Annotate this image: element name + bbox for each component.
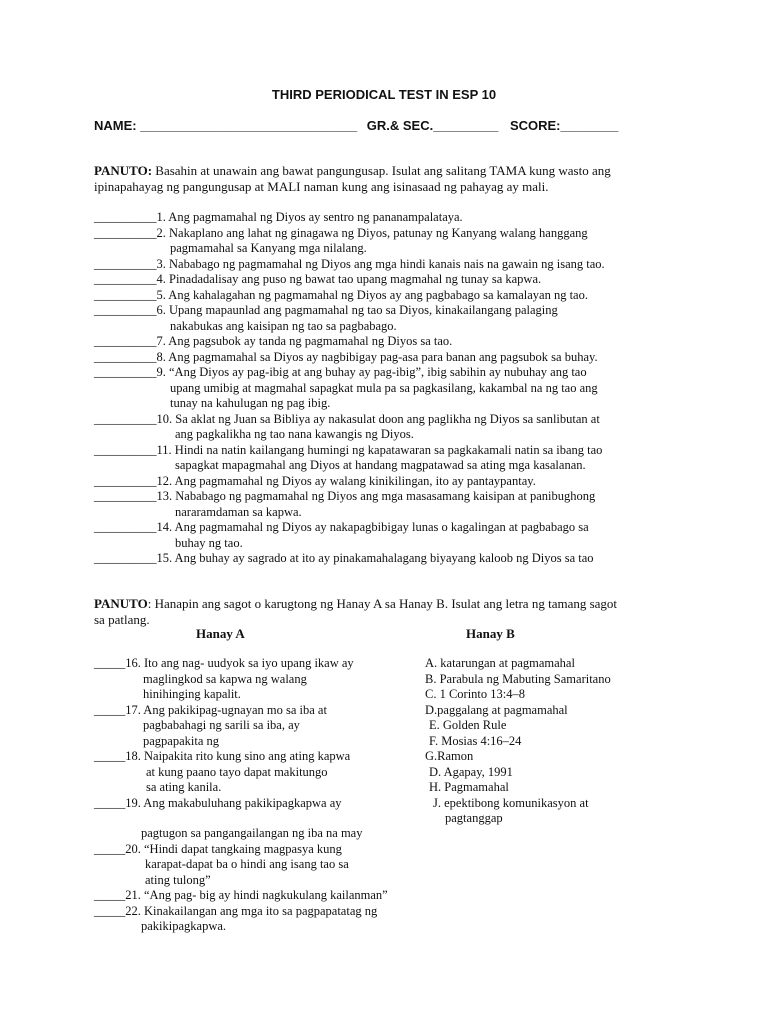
column-b-option: H. Pagmamahal <box>429 780 509 794</box>
header-row <box>94 118 618 133</box>
column-a-continuation: ating tulong” <box>145 872 211 887</box>
list-item: __________4. Pinadadalisay ang puso ng bawat tao upang magmahal ng tunay sa kapwa. <box>94 272 542 286</box>
list-item: __________13. Nababago ng pagmamahal ng Diyos ang mga masasamang kaisipan at panibughong <box>94 489 596 503</box>
column-a-continuation: hinihinging kapalit. <box>143 687 241 701</box>
list-item-continuation: tunay na kahulugan ng pag ibig. <box>170 396 331 410</box>
column-b-option: G.Ramon <box>425 749 474 763</box>
column-b-option: C. 1 Corinto 13:4–8 <box>425 687 526 701</box>
column-b-option: F. Mosias 4:16–24 <box>429 733 522 748</box>
list-item-continuation: sapagkat mapagmahal ang Diyos at handang magpatawad sa ating mga kasalanan. <box>175 458 586 472</box>
column-a-continuation: maglingkod sa kapwa ng walang <box>143 671 307 686</box>
page-title: THIRD PERIODICAL TEST IN ESP 10 <box>271 87 497 102</box>
list-item: __________1. Ang pagmamahal ng Diyos ay sentro ng pananampalataya. <box>94 210 463 224</box>
list-item-continuation: buhay ng tao. <box>175 535 243 550</box>
hanay-a-heading: Hanay A <box>196 626 245 641</box>
list-item: __________9. “Ang Diyos ay pag-ibig at ang buhay ay pag-ibig”, ibig sabihin ay nubuhay ang tao <box>94 365 587 379</box>
column-a-item: _____22. Kinakailangan ang mga ito sa pagpapatatag ng <box>94 903 378 918</box>
name-field[interactable]: ______________________________ <box>140 118 358 133</box>
score-field[interactable]: ________ <box>560 118 619 133</box>
column-b-option: E. Golden Rule <box>429 718 507 732</box>
list-item: __________15. Ang buhay ay sagrado at ito ay pinakamahalagang biyayang kaloob ng Diyos sa tao <box>94 551 594 565</box>
column-a-continuation: sa ating kanila. <box>146 780 222 794</box>
name-label: NAME: <box>94 118 137 133</box>
list-item: __________8. Ang pagmamahal sa Diyos ay nagbibigay pag-asa para banan ang pagsubok sa buhay. <box>94 349 598 364</box>
part1-instructions <box>94 163 674 194</box>
column-a-item: _____18. Naipakita rito kung sino ang ating kapwa <box>94 749 351 763</box>
part1-instruction-line2: ipinapahayag ng pangungusap at MALI naman kung ang isinasaad ng pahayag ay mali. <box>94 178 549 194</box>
column-a-continuation: pakikipagkapwa. <box>141 919 227 933</box>
column-a-continuation: karapat-dapat ba o hindi ang isang tao sa <box>145 857 349 871</box>
column-b-option: B. Parabula ng Mabuting Samaritano <box>425 671 611 686</box>
column-a-continuation: at kung paano tayo dapat makitungo <box>146 764 328 779</box>
list-item: __________14. Ang pagmamahal ng Diyos ay nakapagbibigay lunas o kagalingan at pagbabago sa <box>94 520 589 534</box>
column-a-continuation: pagbabahagi ng sarili sa iba, ay <box>143 718 300 732</box>
column-b-continuation: pagtanggap <box>445 811 503 825</box>
list-item: __________10. Sa aklat ng Juan sa Bibliya ay nakasulat doon ang paglikha ng Diyos sa sanlibutan at <box>94 411 600 426</box>
part2-label: PANUTO <box>94 596 148 611</box>
list-item-continuation: ang pagkalikha ng tao nana kawangis ng Diyos. <box>175 427 414 441</box>
grsec-field[interactable]: _________ <box>433 118 499 133</box>
list-item: __________6. Upang mapaunlad ang pagmamahal ng tao sa Diyos, kinakailangang palaging <box>94 303 558 317</box>
list-item-continuation: nararamdaman sa kapwa. <box>175 504 302 519</box>
hanay-b-heading: Hanay B <box>466 626 515 641</box>
list-item: __________7. Ang pagsubok ay tanda ng pagmamahal ng Diyos sa tao. <box>94 334 453 348</box>
list-item: __________11. Hindi na natin kailangang humingi ng kapatawaran sa pagkakamali natin sa ibang tao <box>94 442 603 457</box>
column-a-continuation: pagpapakita ng <box>143 733 220 748</box>
column-b-option: D. Agapay, 1991 <box>429 764 513 779</box>
column-a-item: _____19. Ang makabuluhang pakikipagkapwa ay <box>94 795 342 810</box>
column-b-option: D.paggalang at pagmamahal <box>425 702 568 717</box>
list-item: __________12. Ang pagmamahal ng Diyos ay walang kinikilingan, ito ay pantaypantay. <box>94 473 536 488</box>
column-b-option: A. katarungan at pagmamahal <box>425 656 575 670</box>
column-b-option: J. epektibong komunikasyon at <box>433 795 589 810</box>
list-item-continuation: pagmamahal sa Kanyang mga nilalang. <box>170 241 367 255</box>
score-label: SCORE: <box>509 118 561 133</box>
grsec-label: GR.& SEC. <box>366 118 434 133</box>
list-item: __________3. Nababago ng pagmamahal ng Diyos ang mga hindi kanais nais na gawain ng isang tao. <box>94 256 605 271</box>
column-a-item: _____21. “Ang pag- big ay hindi nagkukulang kailanman” <box>94 888 388 902</box>
list-item: __________2. Nakaplano ang lahat ng ginagawa ng Diyos, patunay ng Kanyang walang hanggang <box>94 225 588 240</box>
column-a-item: _____17. Ang pakikipag-ugnayan mo sa iba at <box>94 702 327 717</box>
part1-instruction-line1: Basahin at unawain ang bawat pangungusap. Isulat ang salitang TAMA kung wasto ang <box>152 163 611 178</box>
part1-label: PANUTO: <box>94 163 153 178</box>
list-item-continuation: upang umibig at magmahal sapagkat mula pa sa pagkasilang, kakambal na ng tao ang <box>170 380 598 395</box>
part2-instructions <box>94 596 674 627</box>
column-a-item: _____16. Ito ang nag- uudyok sa iyo upang ikaw ay <box>94 656 354 670</box>
list-item-continuation: nakabukas ang kaisipan ng tao sa pagbabago. <box>170 318 397 333</box>
column-a-item: _____20. “Hindi dapat tangkaing magpasya kung <box>94 841 342 856</box>
part2-instruction-line2: sa patlang. <box>94 611 150 627</box>
part2-instruction-line1: : Hanapin ang sagot o karugtong ng Hanay A sa Hanay B. Isulat ang letra ng tamang sagot <box>147 596 618 611</box>
list-item: __________5. Ang kahalagahan ng pagmamahal ng Diyos ay ang pagbabago sa kamalayan ng tao. <box>94 287 588 302</box>
column-a-continuation: pagtugon sa pangangailangan ng iba na may <box>141 826 363 840</box>
